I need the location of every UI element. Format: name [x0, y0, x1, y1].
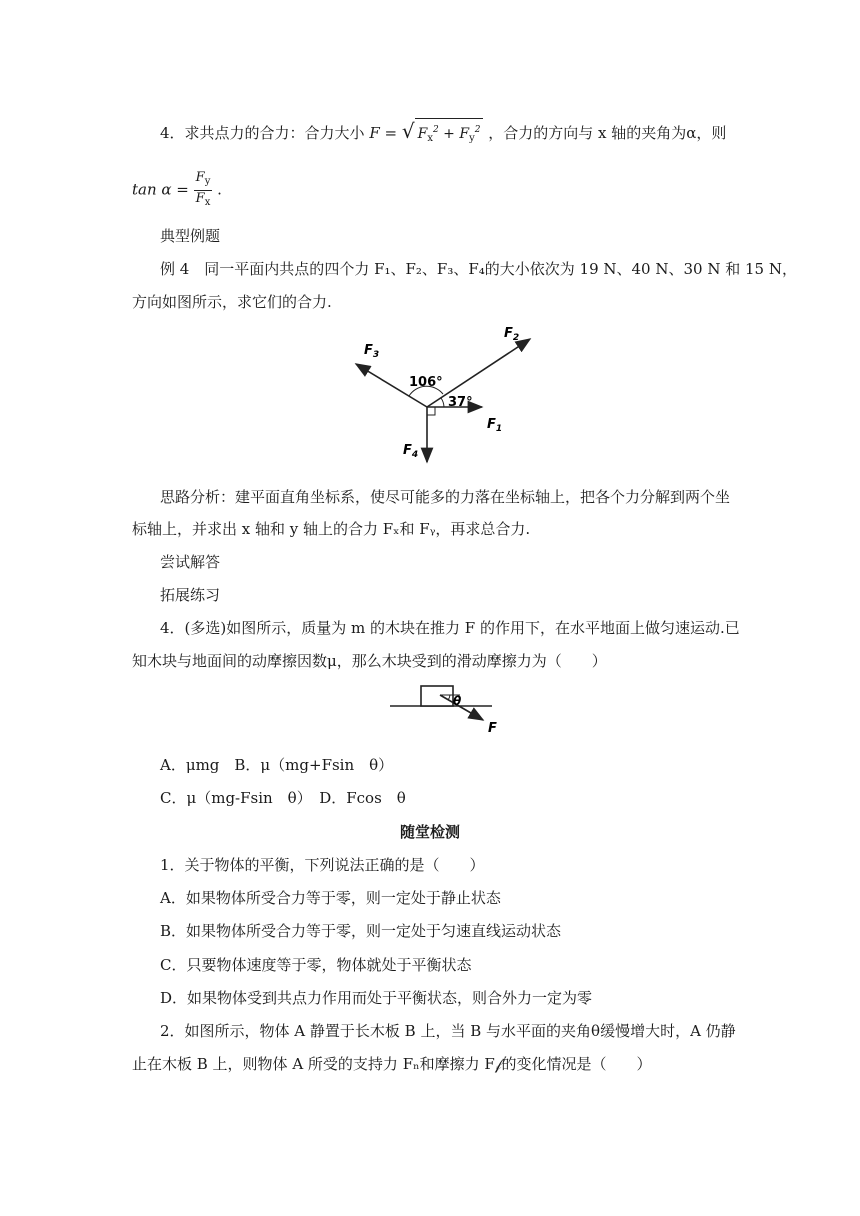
- exercise4-line1: 4．(多选)如图所示，质量为 m 的木块在推力 F 的作用下，在水平地面上做匀速运动.已: [160, 619, 740, 637]
- section4-suffix: ，合力的方向与 x 轴的夹角为α，则: [488, 124, 727, 142]
- example4-line2: 方向如图所示，求它们的合力.: [132, 293, 332, 311]
- q1-option-b: B．如果物体所受合力等于零，则一定处于匀速直线运动状态: [160, 922, 562, 940]
- angle-label-106: 106°: [409, 375, 443, 390]
- label-f1: $F_1$: [487, 417, 503, 434]
- label-f4: $F_4$: [403, 443, 419, 460]
- section4-line: [160, 118, 726, 149]
- q1-option-a: A．如果物体所受合力等于零，则一定处于静止状态: [160, 889, 501, 907]
- tan-end: .: [217, 180, 222, 199]
- angle-arc-37: [441, 398, 444, 407]
- resultant-formula-radicand: $F_x^2 + F_y^2$: [415, 118, 484, 149]
- label-f2: $F_2$: [504, 326, 520, 343]
- resultant-formula-lhs: F =: [369, 124, 398, 142]
- tan-numerator: $F_y$: [194, 170, 213, 191]
- right-angle-mark: [427, 407, 435, 415]
- theta-label: θ: [453, 694, 462, 708]
- q2-line2: 止在木板 B 上，则物体 A 所受的支持力 Fₙ和摩擦力 F𝒻的变化情况是（ ）: [132, 1055, 652, 1073]
- analysis-line1: 思路分析：建平面直角坐标系，使尽可能多的力落在坐标轴上，把各个力分解到两个坐: [160, 488, 731, 506]
- extension-heading: 拓展练习: [160, 586, 221, 604]
- sqrt-symbol: √: [401, 119, 415, 143]
- tan-formula: [132, 170, 222, 211]
- tan-lhs: tan α =: [132, 180, 189, 199]
- label-f3: $F_3$: [364, 343, 380, 360]
- quiz-title: 随堂检测: [399, 823, 460, 841]
- section4-prefix: 4．求共点力的合力：合力大小: [160, 124, 365, 142]
- force-diagram: [340, 322, 540, 467]
- typical-heading: 典型例题: [160, 227, 221, 245]
- q1-option-d: D．如果物体受到共点力作用而处于平衡状态，则合外力一定为零: [160, 989, 593, 1007]
- q1-stem: 1．关于物体的平衡，下列说法正确的是（ ）: [160, 856, 485, 874]
- try-solve-heading: 尝试解答: [160, 553, 221, 571]
- ex4-options-line2: C．μ（mg-Fsin θ） D．Fcos θ: [160, 789, 406, 807]
- force-f2-arrow: [427, 339, 530, 407]
- example4-line1: 例 4 同一平面内共点的四个力 F₁、F₂、F₃、F₄的大小依次为 19 N、40 N、30 N 和 15 N，: [160, 260, 797, 278]
- push-force-arrow: [440, 695, 483, 720]
- tan-denominator: $F_x$: [195, 191, 211, 208]
- block: [421, 686, 453, 706]
- analysis-line2: 标轴上，并求出 x 轴和 y 轴上的合力 Fₓ和 Fᵧ，再求总合力.: [132, 520, 531, 538]
- q2-line1: 2．如图所示，物体 A 静置于长木板 B 上，当 B 与水平面的夹角θ缓慢增大时，A 仍静: [160, 1022, 736, 1040]
- angle-label-37: 37°: [448, 395, 473, 410]
- tan-fraction: [194, 170, 213, 211]
- force-f-label: F: [488, 721, 497, 736]
- q1-option-c: C．只要物体速度等于零，物体就处于平衡状态: [160, 956, 472, 974]
- exercise4-line2: 知木块与地面间的动摩擦因数μ，那么木块受到的滑动摩擦力为（ ）: [132, 652, 607, 670]
- ex4-options-line1: A．μmg B．μ（mg+Fsin θ）: [160, 756, 394, 774]
- block-diagram: [388, 678, 508, 738]
